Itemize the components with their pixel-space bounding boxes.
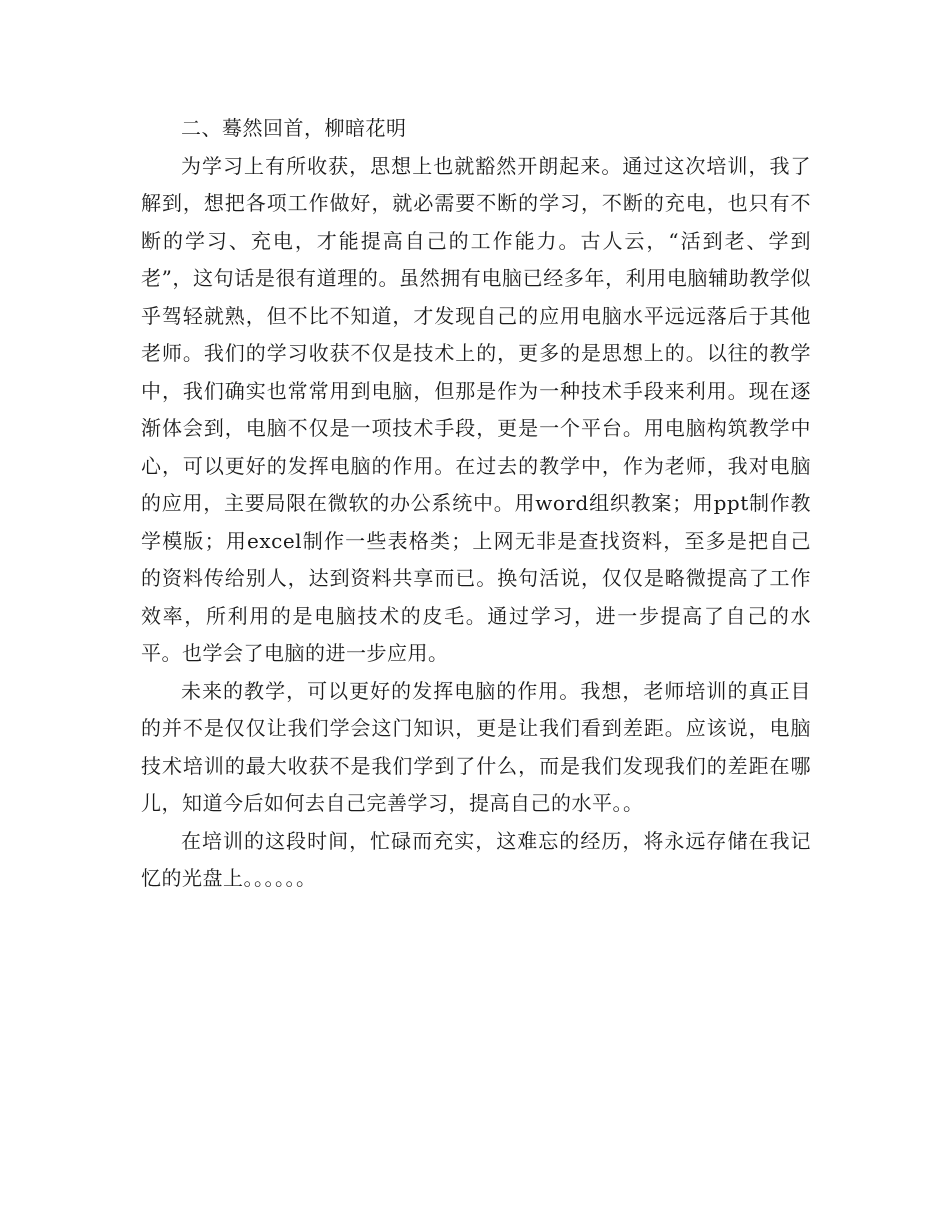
document-body [141, 110, 811, 898]
paragraph-2: 未来的教学，可以更好的发挥电脑的作用。我想，老师培训的真正目的并不是仅仅让我们学会这门知识，更是让我们看到差距。应该说，电脑技术培训的最大收获不是我们学到了什么，而是我们发现我们的差距在哪儿，知道今后如何去自己完善学习，提高自己的水平。。 [141, 678, 811, 815]
paragraph-1: 为学习上有所收获，思想上也就豁然开朗起来。通过这次培训，我了解到，想把各项工作做好，就必需要不断的学习，不断的充电，也只有不断的学习、充电，才能提高自己的工作能力。古人云，“活到老、学到老”，这句话是很有道理的。虽然拥有电脑已经多年，利用电脑辅助教学似乎驾轻就熟，但不比不知道，才发现自己的应用电脑水平远远落后于其他老师。我们的学习收获不仅是技术上的，更多的是思想上的。以往的教学中，我们确实也常常用到电脑，但那是作为一种技术手段来利用。现在逐渐体会到，电脑不仅是一项技术手段，更是一个平台。用电脑构筑教学中心，可以更好的发挥电脑的作用。在过去的教学中，作为老师，我对电脑的应用，主要局限在微软的办公系统中。用word组织教案；用ppt制作教学模版；用excel制作一些表格类；上网无非是查找资料，至多是把自己的资料传给别人，达到资料共享而已。换句活说，仅仅是略微提高了工作效率，所利用的是电脑技术的皮毛。通过学习，进一步提高了自己的水平。也学会了电脑的进一步应用。 [141, 153, 811, 665]
section-heading: 二、蓦然回首，柳暗花明 [181, 116, 407, 140]
paragraph-3: 在培训的这段时间，忙碌而充实，这难忘的经历，将永远存储在我记忆的光盘上。。。。。。 [141, 828, 811, 890]
